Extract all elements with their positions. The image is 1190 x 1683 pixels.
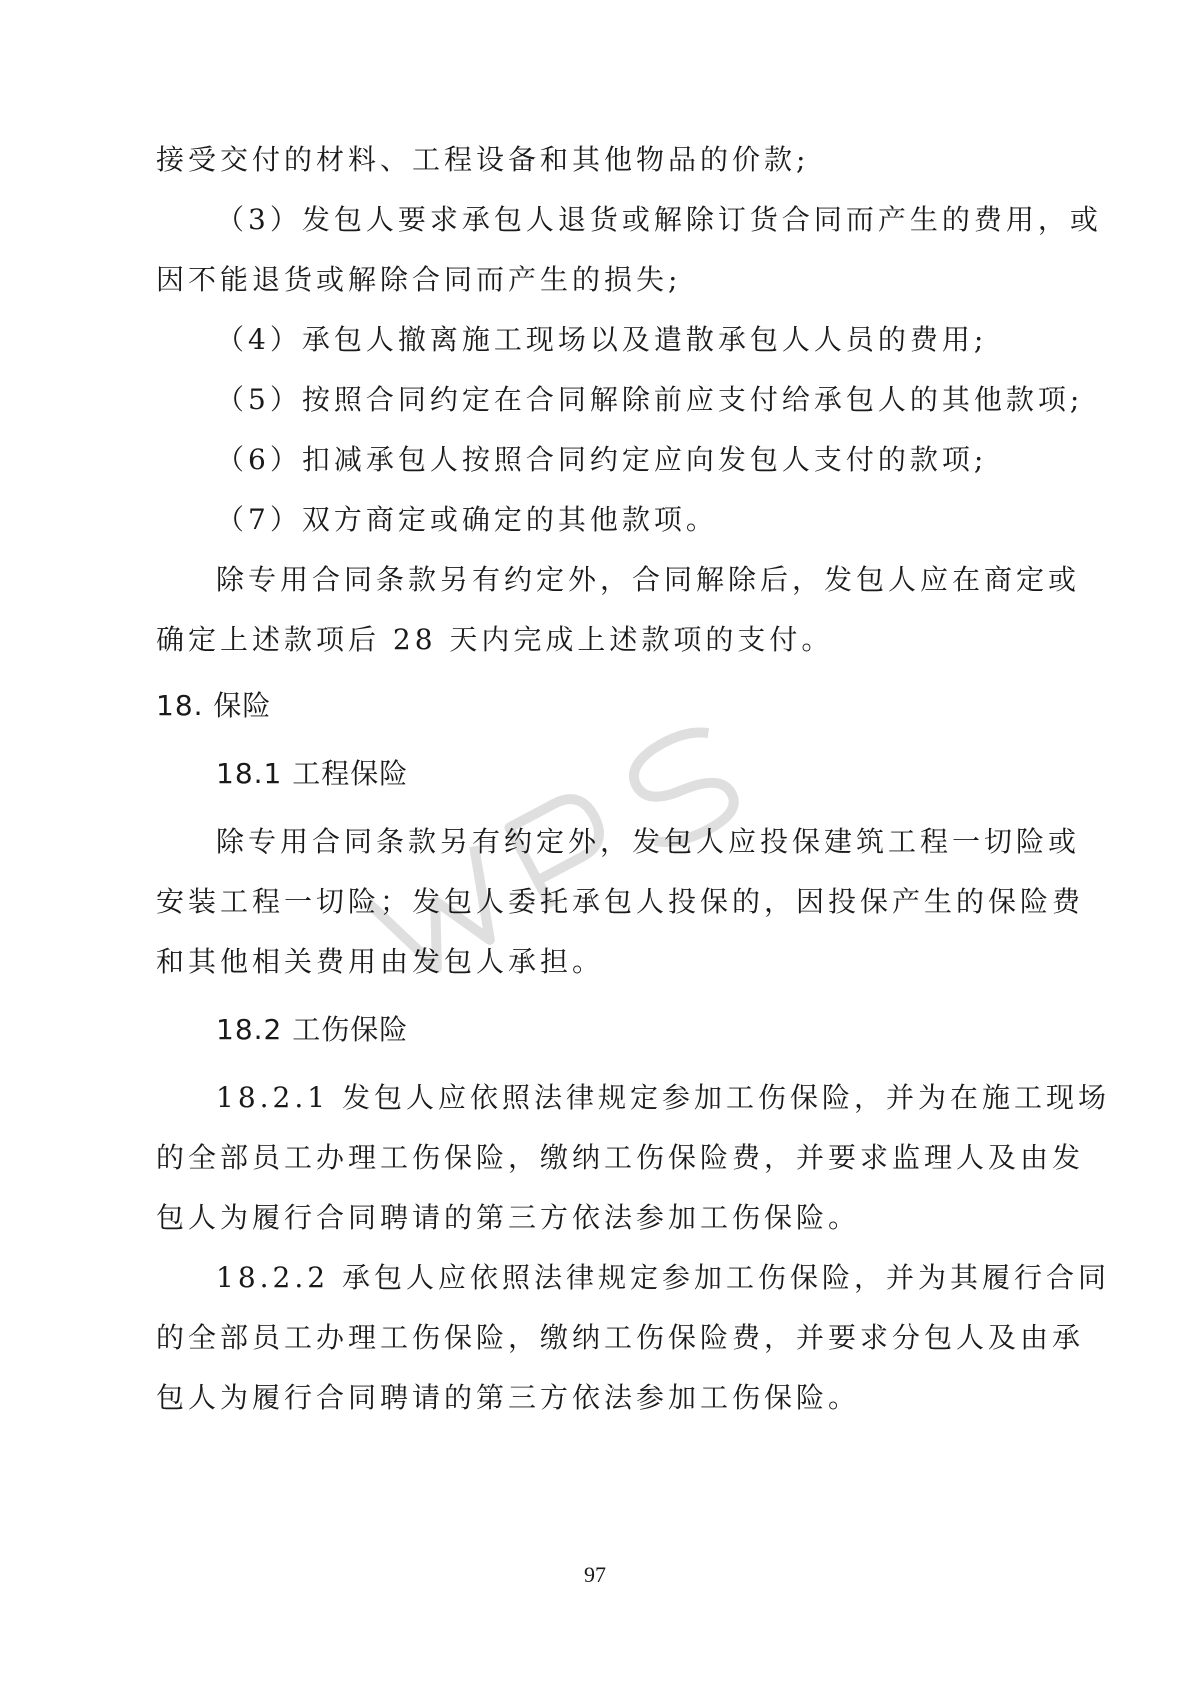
- paragraph-line: 和其他相关费用由发包人承担。: [156, 945, 605, 978]
- paragraph-line: 除专用合同条款另有约定外，发包人应投保建筑工程一切险或: [216, 825, 1081, 858]
- paragraph-line: 确定上述款项后 28 天内完成上述款项的支付。: [156, 623, 834, 656]
- paragraph-line: 18.2.2 承包人应依照法律规定参加工伤保险，并为其履行合同: [216, 1261, 1110, 1294]
- paragraph-line: 除专用合同条款另有约定外，合同解除后，发包人应在商定或: [216, 563, 1081, 596]
- paragraph-line: 包人为履行合同聘请的第三方依法参加工伤保险。: [156, 1201, 861, 1234]
- paragraph-line: 的全部员工办理工伤保险，缴纳工伤保险费，并要求监理人及由发: [156, 1141, 1085, 1174]
- subsection-heading: 18.1 工程保险: [216, 757, 409, 790]
- paragraph-line: 因不能退货或解除合同而产生的损失;: [156, 263, 682, 296]
- list-item-5: （5）按照合同约定在合同解除前应支付给承包人的其他款项;: [216, 383, 1084, 416]
- paragraph-line: 接受交付的材料、工程设备和其他物品的价款;: [156, 143, 810, 176]
- list-item-7: （7）双方商定或确定的其他款项。: [216, 503, 718, 536]
- list-item-3: （3）发包人要求承包人退货或解除订货合同而产生的费用，或: [216, 203, 1102, 236]
- paragraph-line: 的全部员工办理工伤保险，缴纳工伤保险费，并要求分包人及由承: [156, 1321, 1085, 1354]
- section-heading: 18. 保险: [156, 689, 272, 722]
- paragraph-line: 18.2.1 发包人应依照法律规定参加工伤保险，并为在施工现场: [216, 1081, 1110, 1114]
- list-item-6: （6）扣减承包人按照合同约定应向发包人支付的款项;: [216, 443, 988, 476]
- wps-watermark-icon: [330, 680, 850, 980]
- paragraph-line: 包人为履行合同聘请的第三方依法参加工伤保险。: [156, 1381, 861, 1414]
- subsection-heading: 18.2 工伤保险: [216, 1013, 409, 1046]
- list-item-4: （4）承包人撤离施工现场以及遣散承包人人员的费用;: [216, 323, 988, 356]
- paragraph-line: 安装工程一切险；发包人委托承包人投保的，因投保产生的保险费: [156, 885, 1085, 918]
- page-number: 97: [584, 1562, 606, 1587]
